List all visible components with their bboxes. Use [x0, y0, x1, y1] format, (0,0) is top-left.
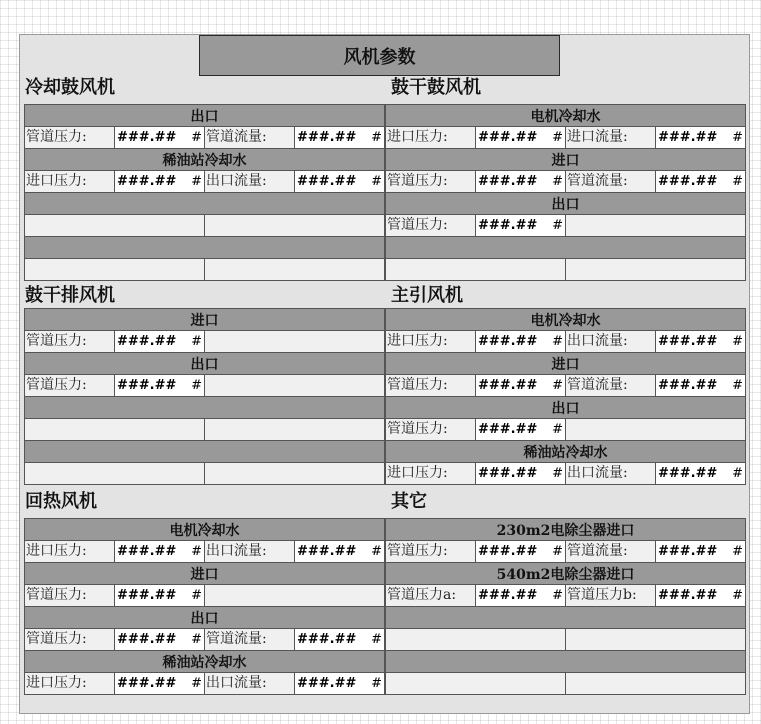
param-field: [386, 585, 565, 606]
value-unit: #: [552, 422, 563, 437]
group-header: 出口: [25, 104, 384, 126]
empty-cell: [204, 419, 384, 440]
group-header: [25, 236, 384, 258]
group-header: [25, 440, 384, 462]
value-display: [475, 463, 565, 484]
empty-cell: [25, 215, 204, 236]
value-unit: #: [371, 632, 382, 647]
field-label: 管道流量:: [567, 173, 628, 189]
param-field: [386, 331, 565, 352]
empty-cell: [565, 259, 745, 280]
value-display: [114, 331, 204, 352]
group-header: 电机冷却水: [25, 518, 384, 540]
field-label: 管道压力:: [26, 333, 87, 349]
value-text: ###.##: [117, 544, 177, 559]
empty-cell: [204, 259, 384, 280]
value-unit: #: [732, 174, 743, 189]
value-display: [655, 463, 745, 484]
value-text: ###.##: [478, 218, 538, 233]
section-title: 鼓干排风机: [25, 285, 115, 306]
value-text: ###.##: [478, 588, 538, 603]
field-label: 管道压力b:: [567, 587, 637, 603]
value-unit: #: [552, 218, 563, 233]
value-text: ###.##: [297, 130, 357, 145]
value-display: [114, 673, 204, 694]
value-unit: #: [191, 130, 202, 145]
value-unit: #: [371, 544, 382, 559]
value-display: [655, 375, 745, 396]
value-unit: #: [732, 334, 743, 349]
value-display: [655, 171, 745, 192]
value-text: ###.##: [117, 676, 177, 691]
value-display: [655, 541, 745, 562]
value-unit: #: [732, 378, 743, 393]
group-header: [386, 650, 745, 672]
value-text: ###.##: [478, 334, 538, 349]
section-title: 其它: [391, 491, 427, 512]
field-row: [386, 418, 745, 440]
field-row: [25, 628, 384, 650]
section-title: 主引风机: [391, 285, 463, 306]
field-row: [386, 214, 745, 236]
value-display: [294, 541, 384, 562]
value-text: ###.##: [658, 334, 718, 349]
value-unit: #: [552, 334, 563, 349]
param-field: [25, 127, 204, 148]
group-header: 电机冷却水: [386, 308, 745, 330]
value-text: ###.##: [117, 130, 177, 145]
param-field: [565, 541, 745, 562]
value-text: ###.##: [297, 676, 357, 691]
field-label: 进口压力:: [26, 543, 87, 559]
field-row: [25, 540, 384, 562]
value-display: [475, 419, 565, 440]
field-row: [25, 258, 384, 280]
field-label: 管道流量:: [567, 543, 628, 559]
field-row: [386, 126, 745, 148]
value-unit: #: [191, 334, 202, 349]
field-row: [386, 628, 745, 650]
value-text: ###.##: [117, 632, 177, 647]
field-label: 管道压力:: [387, 543, 448, 559]
param-field: [25, 171, 204, 192]
field-label: 管道压力:: [387, 173, 448, 189]
value-display: [655, 331, 745, 352]
group-header: 进口: [25, 562, 384, 584]
section-panel-cooling-blower: [24, 104, 385, 281]
param-field: [565, 375, 745, 396]
param-field: [386, 375, 565, 396]
value-display: [114, 629, 204, 650]
empty-cell: [565, 419, 745, 440]
value-unit: #: [732, 130, 743, 145]
value-display: [114, 375, 204, 396]
value-display: [114, 171, 204, 192]
section-panel-drying-exhaust-fan: [24, 308, 385, 485]
field-label: 出口流量:: [206, 543, 267, 559]
section-panel-main-induced-fan: [385, 308, 746, 485]
value-text: ###.##: [658, 130, 718, 145]
value-display: [475, 171, 565, 192]
value-unit: #: [552, 378, 563, 393]
param-field: [25, 585, 204, 606]
value-unit: #: [732, 544, 743, 559]
group-header: [386, 606, 745, 628]
param-field: [204, 171, 384, 192]
empty-cell: [386, 259, 565, 280]
param-field: [204, 673, 384, 694]
field-row: [386, 330, 745, 352]
value-text: ###.##: [297, 544, 357, 559]
value-text: ###.##: [297, 632, 357, 647]
field-label: 进口压力:: [387, 465, 448, 481]
group-header: 稀油站冷却水: [25, 650, 384, 672]
field-label: 管道压力:: [387, 421, 448, 437]
value-unit: #: [552, 466, 563, 481]
field-row: [386, 170, 745, 192]
value-display: [475, 331, 565, 352]
value-display: [294, 171, 384, 192]
param-field: [25, 375, 204, 396]
param-field: [386, 171, 565, 192]
value-text: ###.##: [478, 422, 538, 437]
field-row: [386, 374, 745, 396]
value-text: ###.##: [117, 378, 177, 393]
field-row: [25, 462, 384, 484]
param-field: [204, 629, 384, 650]
value-unit: #: [371, 676, 382, 691]
group-header: 出口: [386, 192, 745, 214]
field-label: 管道压力:: [26, 377, 87, 393]
param-field: [204, 541, 384, 562]
field-label: 管道压力:: [26, 129, 87, 145]
value-unit: #: [552, 130, 563, 145]
value-display: [475, 127, 565, 148]
field-label: 管道压力a:: [387, 587, 457, 603]
section-panel-other: [385, 518, 746, 695]
empty-cell: [204, 375, 384, 396]
value-display: [655, 585, 745, 606]
value-display: [114, 541, 204, 562]
value-unit: #: [371, 130, 382, 145]
field-row: [386, 258, 745, 280]
section-title: 冷却鼓风机: [25, 77, 115, 98]
section-panel-drying-blower: [385, 104, 746, 281]
value-unit: #: [191, 588, 202, 603]
field-label: 管道流量:: [567, 377, 628, 393]
value-unit: #: [732, 588, 743, 603]
field-row: [25, 418, 384, 440]
field-label: 出口流量:: [206, 675, 267, 691]
empty-cell: [25, 419, 204, 440]
empty-cell: [204, 463, 384, 484]
group-header: [25, 396, 384, 418]
param-field: [25, 629, 204, 650]
field-label: 进口压力:: [26, 173, 87, 189]
section-panel-heat-recovery-fan: [24, 518, 385, 695]
empty-cell: [565, 215, 745, 236]
value-display: [114, 127, 204, 148]
value-display: [114, 585, 204, 606]
value-unit: #: [191, 174, 202, 189]
value-text: ###.##: [478, 174, 538, 189]
section-title: 鼓干鼓风机: [391, 77, 481, 98]
value-text: ###.##: [658, 588, 718, 603]
field-row: [386, 462, 745, 484]
field-label: 管道压力:: [387, 377, 448, 393]
value-unit: #: [552, 588, 563, 603]
value-unit: #: [732, 466, 743, 481]
field-label: 管道压力:: [26, 631, 87, 647]
param-field: [386, 419, 565, 440]
empty-cell: [204, 215, 384, 236]
group-header: 出口: [25, 606, 384, 628]
field-label: 出口流量:: [567, 333, 628, 349]
empty-cell: [25, 463, 204, 484]
value-unit: #: [191, 378, 202, 393]
value-display: [475, 541, 565, 562]
value-text: ###.##: [478, 544, 538, 559]
field-label: 进口流量:: [567, 129, 628, 145]
value-display: [655, 127, 745, 148]
empty-cell: [565, 673, 745, 694]
param-field: [386, 541, 565, 562]
section-title: 回热风机: [25, 491, 97, 512]
param-field: [565, 463, 745, 484]
value-display: [475, 375, 565, 396]
param-field: [565, 127, 745, 148]
page-title: 风机参数: [199, 35, 560, 76]
field-label: 出口流量:: [206, 173, 267, 189]
group-header: 出口: [25, 352, 384, 374]
field-row: [25, 214, 384, 236]
value-text: ###.##: [478, 130, 538, 145]
group-header: [25, 192, 384, 214]
value-display: [294, 127, 384, 148]
value-text: ###.##: [117, 174, 177, 189]
group-header: 540m2电除尘器进口: [386, 562, 745, 584]
group-header: 稀油站冷却水: [386, 440, 745, 462]
value-text: ###.##: [297, 174, 357, 189]
value-text: ###.##: [478, 378, 538, 393]
field-label: 出口流量:: [567, 465, 628, 481]
param-field: [565, 331, 745, 352]
field-row: [25, 374, 384, 396]
field-row: [25, 672, 384, 694]
field-label: 进口压力:: [387, 333, 448, 349]
group-header: [386, 236, 745, 258]
field-row: [386, 540, 745, 562]
empty-cell: [204, 331, 384, 352]
field-row: [25, 584, 384, 606]
param-field: [386, 215, 565, 236]
field-label: 管道压力:: [387, 217, 448, 233]
group-header: 230m2电除尘器进口: [386, 518, 745, 540]
group-header: 稀油站冷却水: [25, 148, 384, 170]
group-header: 进口: [386, 352, 745, 374]
value-unit: #: [191, 632, 202, 647]
value-text: ###.##: [117, 334, 177, 349]
empty-cell: [386, 629, 565, 650]
value-display: [475, 215, 565, 236]
field-row: [25, 330, 384, 352]
value-display: [294, 673, 384, 694]
field-label: 管道流量:: [206, 631, 267, 647]
group-header: 进口: [25, 308, 384, 330]
field-row: [25, 126, 384, 148]
group-header: 电机冷却水: [386, 104, 745, 126]
value-display: [475, 585, 565, 606]
value-unit: #: [552, 544, 563, 559]
value-text: ###.##: [658, 378, 718, 393]
empty-cell: [204, 585, 384, 606]
field-label: 进口压力:: [387, 129, 448, 145]
empty-cell: [25, 259, 204, 280]
value-unit: #: [552, 174, 563, 189]
group-header: 出口: [386, 396, 745, 418]
field-label: 管道流量:: [206, 129, 267, 145]
param-field: [386, 463, 565, 484]
value-display: [294, 629, 384, 650]
value-text: ###.##: [658, 174, 718, 189]
param-field: [25, 673, 204, 694]
value-text: ###.##: [658, 466, 718, 481]
field-row: [25, 170, 384, 192]
param-field: [386, 127, 565, 148]
field-row: [386, 584, 745, 606]
value-text: ###.##: [478, 466, 538, 481]
param-field: [204, 127, 384, 148]
value-text: ###.##: [117, 588, 177, 603]
empty-cell: [386, 673, 565, 694]
value-unit: #: [371, 174, 382, 189]
param-field: [565, 585, 745, 606]
param-field: [565, 171, 745, 192]
empty-cell: [565, 629, 745, 650]
param-field: [25, 541, 204, 562]
value-text: ###.##: [658, 544, 718, 559]
value-unit: #: [191, 676, 202, 691]
field-label: 管道压力:: [26, 587, 87, 603]
field-row: [386, 672, 745, 694]
group-header: 进口: [386, 148, 745, 170]
param-field: [25, 331, 204, 352]
value-unit: #: [191, 544, 202, 559]
field-label: 进口压力:: [26, 675, 87, 691]
